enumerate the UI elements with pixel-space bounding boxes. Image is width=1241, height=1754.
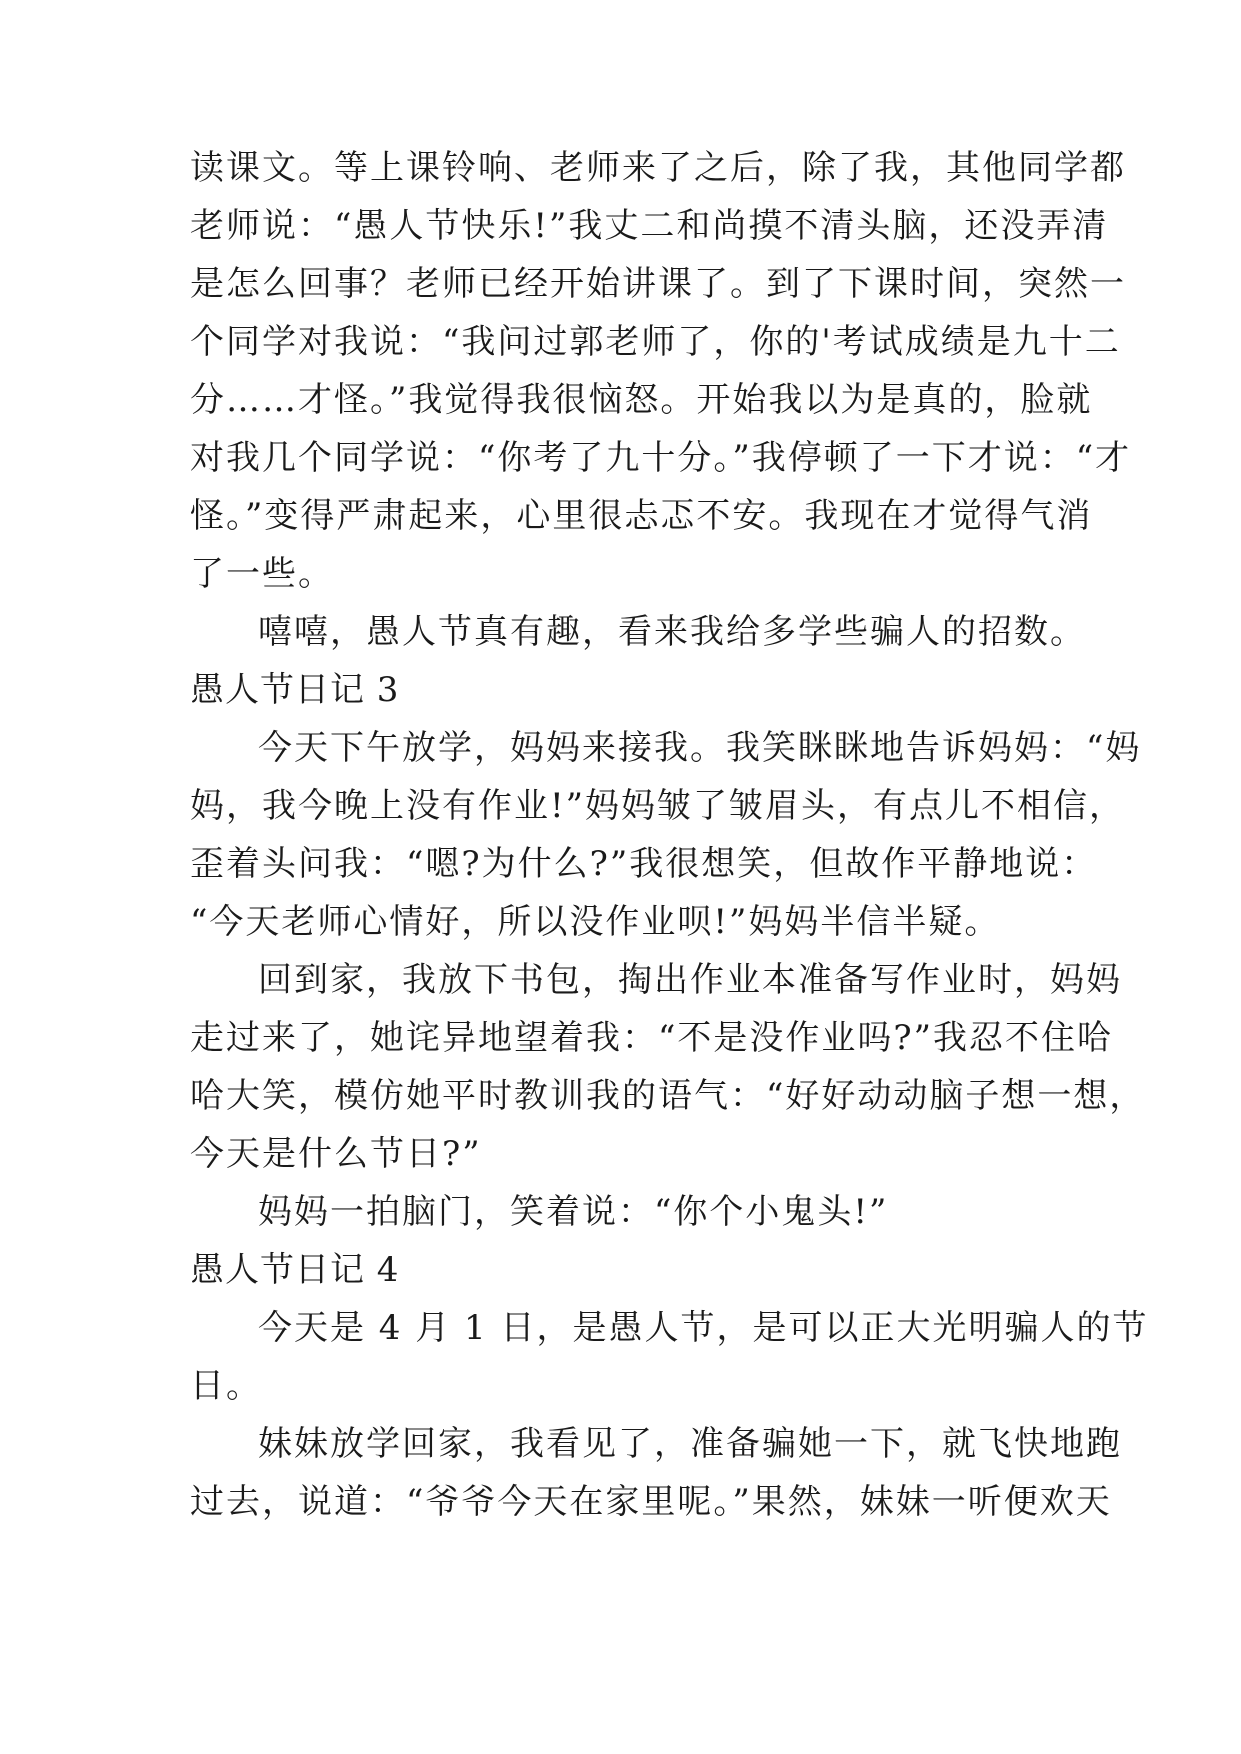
paragraph-line: 回到家，我放下书包，掏出作业本准备写作业时，妈妈 xyxy=(258,960,1122,1000)
text-line: 怪。”变得严肃起来，心里很忐忑不安。我现在才觉得气消 xyxy=(190,496,1093,536)
text-line: 歪着头问我：“嗯?为什么?”我很想笑，但故作平静地说： xyxy=(190,844,1098,884)
text-line: 是怎么回事？老师已经开始讲课了。到了下课时间，突然一 xyxy=(190,264,1126,304)
text-line: 过去，说道：“爷爷今天在家里呢。”果然，妹妹一听便欢天 xyxy=(190,1482,1112,1522)
paragraph-line: 嘻嘻，愚人节真有趣，看来我给多学些骗人的招数。 xyxy=(258,612,1086,652)
paragraph-line: 今天下午放学，妈妈来接我。我笑眯眯地告诉妈妈：“妈 xyxy=(258,728,1142,768)
text-line: 个同学对我说：“我问过郭老师了，你的'考试成绩是九十二 xyxy=(190,322,1121,362)
text-line: 分……才怪。”我觉得我很恼怒。开始我以为是真的，脸就 xyxy=(190,380,1093,420)
text-line: 日。 xyxy=(190,1366,262,1406)
paragraph-line: 今天是 4 月 1 日，是愚人节，是可以正大光明骗人的节 xyxy=(258,1308,1149,1348)
text-line: 老师说：“愚人节快乐!”我丈二和尚摸不清头脑，还没弄清 xyxy=(190,206,1109,246)
paragraph-line: 妈妈一拍脑门，笑着说：“你个小鬼头!” xyxy=(258,1192,889,1232)
section-heading: 愚人节日记 4 xyxy=(190,1250,400,1290)
text-line: “今天老师心情好，所以没作业呗!”妈妈半信半疑。 xyxy=(190,902,1001,942)
text-line: 妈，我今晚上没有作业!”妈妈皱了皱眉头，有点儿不相信， xyxy=(190,786,1126,826)
paragraph-line: 妹妹放学回家，我看见了，准备骗她一下，就飞快地跑 xyxy=(258,1424,1122,1464)
text-line: 走过来了，她诧异地望着我：“不是没作业吗?”我忍不住哈 xyxy=(190,1018,1113,1058)
text-line: 哈大笑，模仿她平时教训我的语气：“好好动动脑子想一想， xyxy=(190,1076,1146,1116)
text-line: 读课文。等上课铃响、老师来了之后，除了我，其他同学都 xyxy=(190,148,1126,188)
text-line: 对我几个同学说：“你考了九十分。”我停顿了一下才说：“才 xyxy=(190,438,1132,478)
text-line: 了一些。 xyxy=(190,554,334,594)
text-line: 今天是什么节日?” xyxy=(190,1134,482,1174)
section-heading: 愚人节日记 3 xyxy=(190,670,400,710)
